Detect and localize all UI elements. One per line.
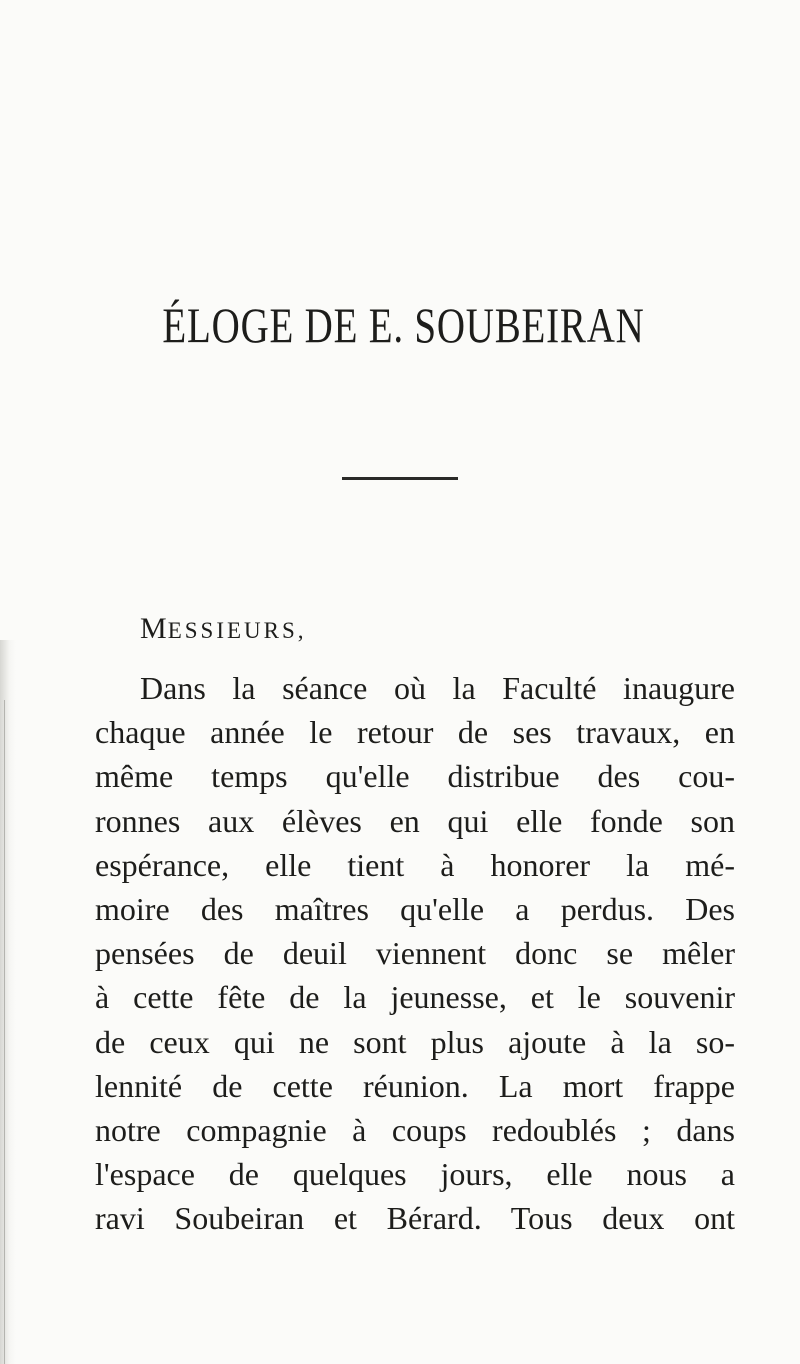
paragraph-line: pensées de deuil viennent donc se mêler — [95, 935, 735, 972]
paragraph-line: de ceux qui ne sont plus ajoute à la so- — [95, 1023, 735, 1060]
salutation-rest: ESSIEURS, — [167, 618, 307, 643]
paragraph-line: ravi Soubeiran et Bérard. Tous deux ont — [95, 1200, 735, 1237]
page-title: ÉLOGE DE E. SOUBEIRAN — [162, 297, 645, 353]
paragraph-line: Dans la séance où la Faculté inaugure — [140, 670, 735, 706]
paragraph-line: l'espace de quelques jours, elle nous a — [95, 1156, 735, 1193]
page-gutter-edge — [4, 700, 5, 1364]
paragraph-line: ronnes aux élèves en qui elle fonde son — [95, 802, 735, 839]
salutation-initial: M — [140, 612, 168, 645]
paragraph-line: espérance, elle tient à honorer la mé- — [95, 846, 735, 883]
paragraph-line: moire des maîtres qu'elle a perdus. Des — [95, 890, 735, 927]
paragraph-line: à cette fête de la jeunesse, et le souvenir — [95, 979, 735, 1016]
body-paragraph — [95, 666, 735, 1240]
page-gutter-shadow — [0, 640, 16, 1364]
paragraph-line: notre compagnie à coups redoublés ; dans — [95, 1111, 735, 1148]
paragraph-line: même temps qu'elle distribue des cou- — [95, 758, 735, 795]
title-rule — [342, 477, 458, 480]
salutation — [140, 614, 307, 644]
paragraph-line: chaque année le retour de ses travaux, en — [95, 714, 735, 751]
paragraph-line: lennité de cette réunion. La mort frappe — [95, 1067, 735, 1104]
